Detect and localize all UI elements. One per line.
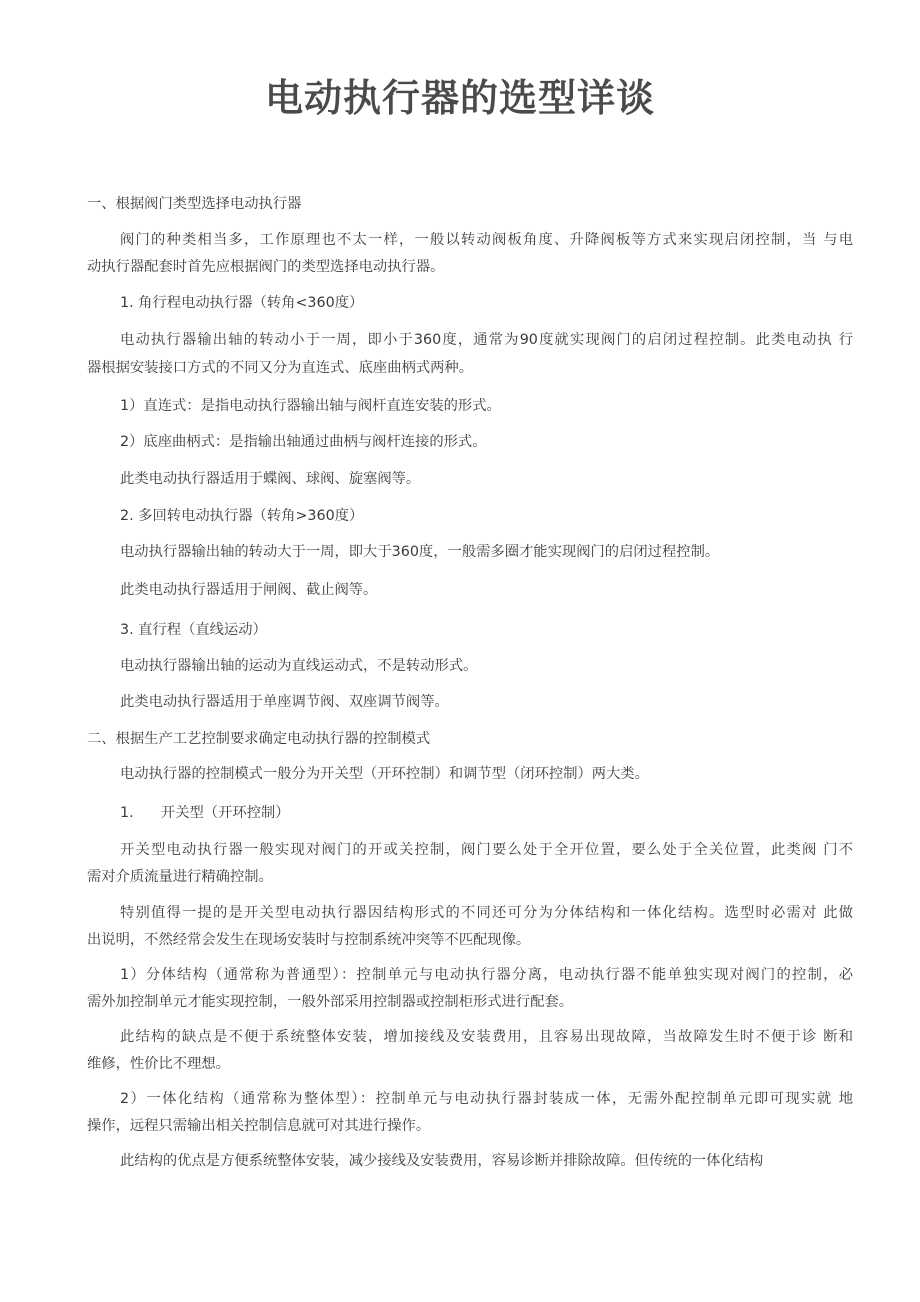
paragraph-line: 此类电动执行器适用于单座调节阀、双座调节阀等。	[120, 694, 449, 710]
paragraph-line: 维修，性价比不理想。	[87, 1056, 230, 1072]
section-heading-2: 二、根据生产工艺控制要求确定电动执行器的控制模式	[87, 731, 431, 747]
paragraph-line: 电动执行器的控制模式一般分为开关型（开环控制）和调节型（闭环控制）两大类。	[120, 766, 649, 782]
paragraph-line: 阀门的种类相当多，工作原理也不太一样，一般以转动阀板角度、升降阀板等方式来实现启闭控制，当 与电	[120, 232, 853, 248]
paragraph-line: 此结构的优点是方便系统整体安装，减少接线及安装费用，容易诊断并排除故障。但传统的一体化结构	[120, 1153, 764, 1169]
section-heading-1: 一、根据阀门类型选择电动执行器	[87, 196, 302, 212]
subheading-1: 1. 角行程电动执行器（转角<360度）	[120, 295, 364, 311]
paragraph-line: 此类电动执行器适用于蝶阀、球阀、旋塞阀等。	[120, 471, 421, 487]
paragraph-line: 开关型电动执行器一般实现对阀门的开或关控制，阀门要么处于全开位置，要么处于全关位置，此类阀 门不	[120, 842, 853, 858]
document-title: 电动执行器的选型详谈	[264, 76, 655, 120]
list-item: 2）一体化结构（通常称为整体型）：控制单元与电动执行器封装成一体，无需外配控制单元即可现实就 地	[120, 1091, 853, 1107]
list-item: 1）分体结构（通常称为普通型）：控制单元与电动执行器分离，电动执行器不能单独实现对阀门的控制，必	[120, 967, 853, 983]
paragraph-line: 器根据安装接口方式的不同又分为直连式、底座曲柄式两种。	[87, 360, 474, 376]
subheading-3: 3. 直行程（直线运动）	[120, 622, 267, 638]
paragraph-line: 电动执行器输出轴的转动小于一周，即小于360度，通常为90度就实现阀门的启闭过程控制。此类电动执 行	[120, 332, 853, 348]
paragraph-line: 操作，远程只需输出相关控制信息就可对其进行操作。	[87, 1118, 431, 1134]
paragraph-line: 出说明，不然经常会发生在现场安装时与控制系统冲突等不匹配现像。	[87, 932, 531, 948]
subheading-2: 2. 多回转电动执行器（转角>360度）	[120, 508, 364, 524]
list-item: 1）直连式：是指电动执行器输出轴与阀杆直连安装的形式。	[120, 398, 501, 414]
list-item: 2）底座曲柄式：是指输出轴通过曲柄与阀杆连接的形式。	[120, 434, 487, 450]
paragraph-line: 此结构的缺点是不便于系统整体安装，增加接线及安装费用，且容易出现故障，当故障发生时不便于诊 断和	[120, 1029, 853, 1045]
paragraph-line: 电动执行器输出轴的运动为直线运动式，不是转动形式。	[120, 658, 478, 674]
paragraph-line: 需对介质流量进行精确控制。	[87, 869, 273, 885]
paragraph-line: 需外加控制单元才能实现控制，一般外部采用控制器或控制柜形式进行配套。	[87, 994, 574, 1010]
paragraph-line: 特别值得一提的是开关型电动执行器因结构形式的不同还可分为分体结构和一体化结构。选型时必需对 此做	[120, 905, 853, 921]
subheading-4: 1. 开关型（开环控制）	[120, 805, 290, 821]
paragraph-line: 电动执行器输出轴的转动大于一周，即大于360度，一般需多圈才能实现阀门的启闭过程控制。	[120, 544, 720, 560]
paragraph-line: 动执行器配套时首先应根据阀门的类型选择电动执行器。	[87, 259, 445, 275]
paragraph-line: 此类电动执行器适用于闸阀、截止阀等。	[120, 582, 378, 598]
